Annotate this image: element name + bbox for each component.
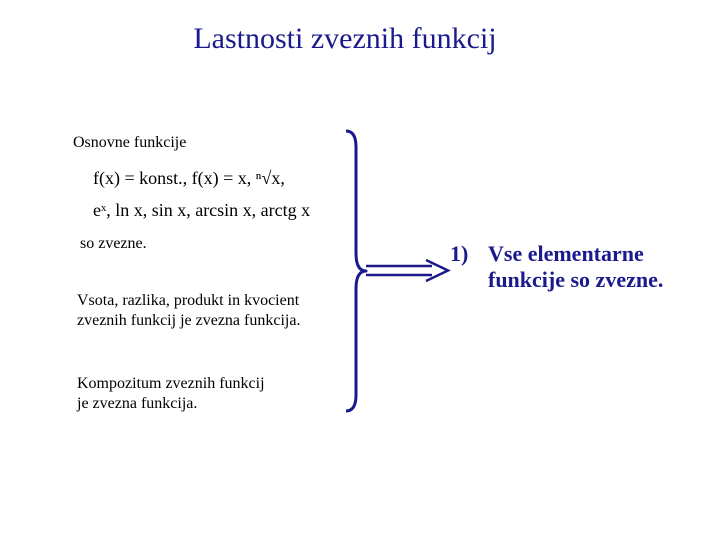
conclusion-line-2: funkcije so zvezne. — [488, 267, 664, 292]
formula-line-2-text: eˣ, ln x, sin x, arcsin x, arctg x — [93, 200, 311, 220]
composition-line-1: Kompozitum zveznih funkcij — [77, 375, 265, 392]
formula-line-2 — [93, 200, 310, 221]
conclusion-line-1 — [450, 241, 663, 267]
formula-line-1-text: f(x) = konst., f(x) = x, ⁿ√x, — [93, 168, 285, 188]
sum-line-1: Vsota, razlika, produkt in kvocient — [77, 292, 300, 309]
conclusion-block — [450, 241, 663, 293]
basic-functions-label: Osnovne funkcije — [73, 134, 187, 151]
conclusion-number: 1) — [450, 241, 469, 266]
formula-line-1 — [93, 168, 285, 189]
composition-line-2: je zvezna funkcija. — [77, 395, 198, 412]
sum-line-2: zveznih funkcij je zvezna funkcija. — [77, 312, 301, 329]
so-zvezne-text: so zvezne. — [80, 235, 147, 252]
double-arrow-icon — [362, 258, 454, 284]
page-title: Lastnosti zveznih funkcij — [193, 22, 497, 55]
conclusion-line-1-text: Vse elementarne — [488, 241, 644, 266]
